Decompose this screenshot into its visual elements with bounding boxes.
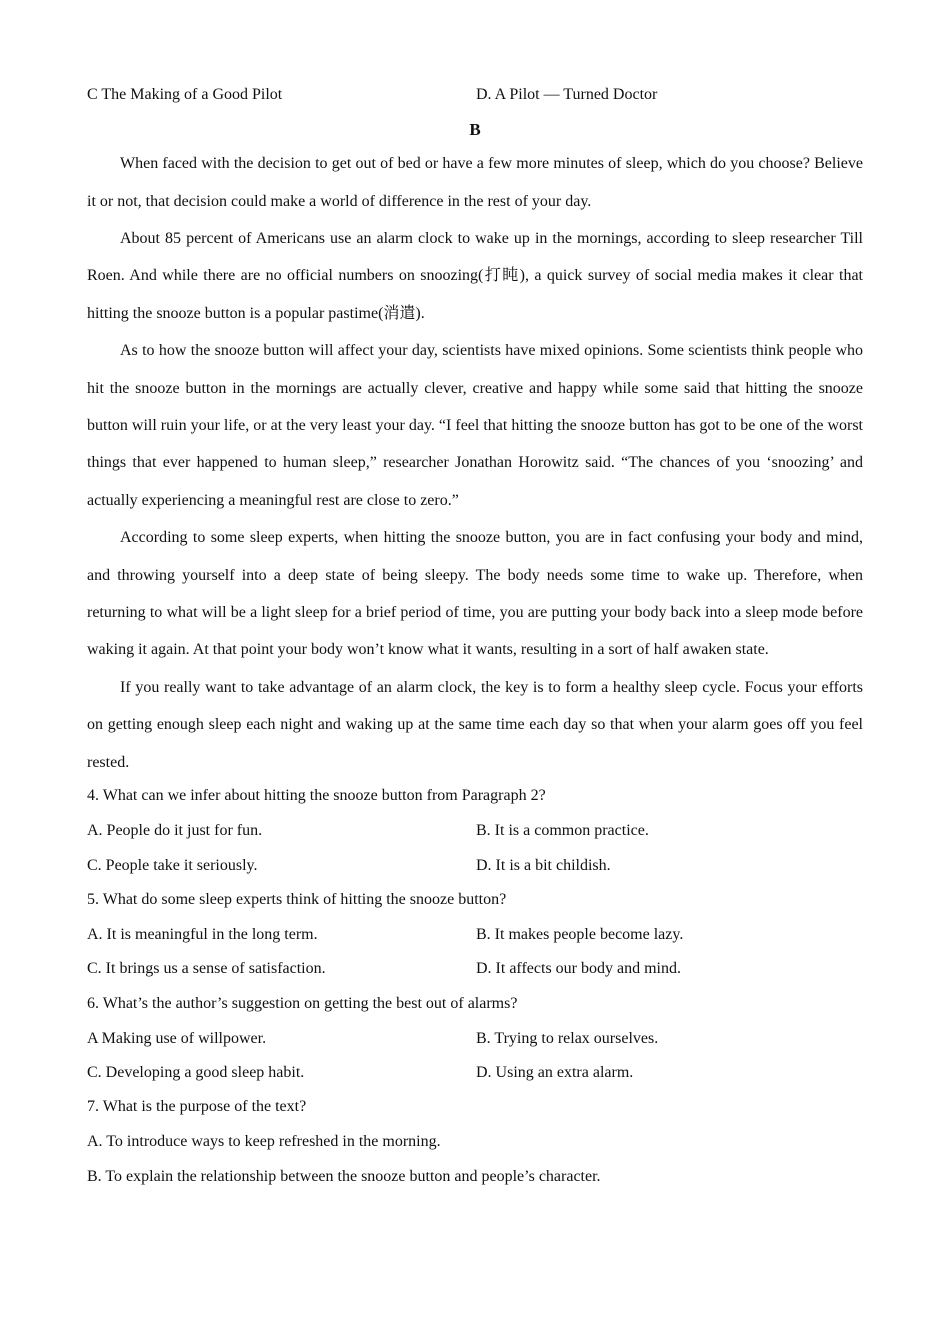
option-b: B. To explain the relationship between the snooze button and people’s character.: [87, 1167, 601, 1185]
previous-question-options: [87, 78, 863, 113]
section-heading: B: [469, 119, 481, 139]
document-page: [87, 78, 863, 1194]
reading-passage: [87, 145, 863, 781]
option-d: D. It affects our body and mind.: [476, 960, 681, 978]
question-4: [87, 779, 863, 883]
question-stem: 7. What is the purpose of the text?: [87, 1098, 307, 1116]
question-6: [87, 987, 863, 1091]
option-a: A. It is meaningful in the long term.: [87, 925, 318, 943]
option-b: B. It makes people become lazy.: [476, 925, 684, 943]
paragraph-4: According to some sleep experts, when hitting the snooze button, you are in fact confusing your body and mind, and throwing yourself into a deep state of being sleepy. The body needs some time to wake up. Therefore, when returning to what will be a light sleep for a brief period of time, you are putting your body back into a sleep mode before waking it again. At that point your body won’t know what it wants, resulting in a sort of half awaken state.: [87, 529, 863, 659]
option-c: C The Making of a Good Pilot: [87, 86, 283, 104]
option-b: B. It is a common practice.: [476, 821, 649, 839]
paragraph-2: About 85 percent of Americans use an alarm clock to wake up in the mornings, according to sleep researcher Till Roen. And while there are no official numbers on snoozing(打盹), a quick survey of social media makes it clear that hitting the snooze button is a popular pastime(消遣).: [87, 230, 863, 322]
question-stem: 6. What’s the author’s suggestion on getting the best out of alarms?: [87, 994, 518, 1012]
option-d: D. A Pilot — Turned Doctor: [476, 86, 658, 104]
option-c: C. Developing a good sleep habit.: [87, 1064, 305, 1082]
option-b: B. Trying to relax ourselves.: [476, 1029, 659, 1047]
question-stem: 5. What do some sleep experts think of hitting the snooze button?: [87, 890, 507, 908]
option-d: D. Using an extra alarm.: [476, 1064, 634, 1082]
paragraph-5: If you really want to take advantage of an alarm clock, the key is to form a healthy sleep cycle. Focus your efforts on getting enough sleep each night and waking up at the same time each day so that when your alarm goes off you feel rested.: [87, 678, 863, 771]
question-stem: 4. What can we infer about hitting the snooze button from Paragraph 2?: [87, 787, 546, 805]
question-5: [87, 883, 863, 987]
option-c: C. It brings us a sense of satisfaction.: [87, 960, 326, 978]
question-7: [87, 1090, 863, 1194]
option-a: A Making use of willpower.: [87, 1029, 267, 1047]
option-a: A. People do it just for fun.: [87, 821, 263, 839]
option-a: A. To introduce ways to keep refreshed in the morning.: [87, 1133, 441, 1151]
option-c: C. People take it seriously.: [87, 856, 258, 874]
paragraph-1: When faced with the decision to get out of bed or have a few more minutes of sleep, which do you choose? Believe it or not, that decision could make a world of difference in the rest of your day.: [87, 155, 863, 210]
paragraph-3: As to how the snooze button will affect your day, scientists have mixed opinions. Some scientists think people who hit the snooze button in the mornings are actually clever, creative and happy while some said that hitting the snooze button will ruin your life, or at the very least your day. “I feel that hitting the snooze button has got to be one of the worst things that ever happened to human sleep,” researcher Jonathan Horowitz said. “The chances of you ‘snoozing’ and actually experiencing a meaningful rest are close to zero.”: [87, 342, 863, 509]
option-d: D. It is a bit childish.: [476, 856, 611, 874]
